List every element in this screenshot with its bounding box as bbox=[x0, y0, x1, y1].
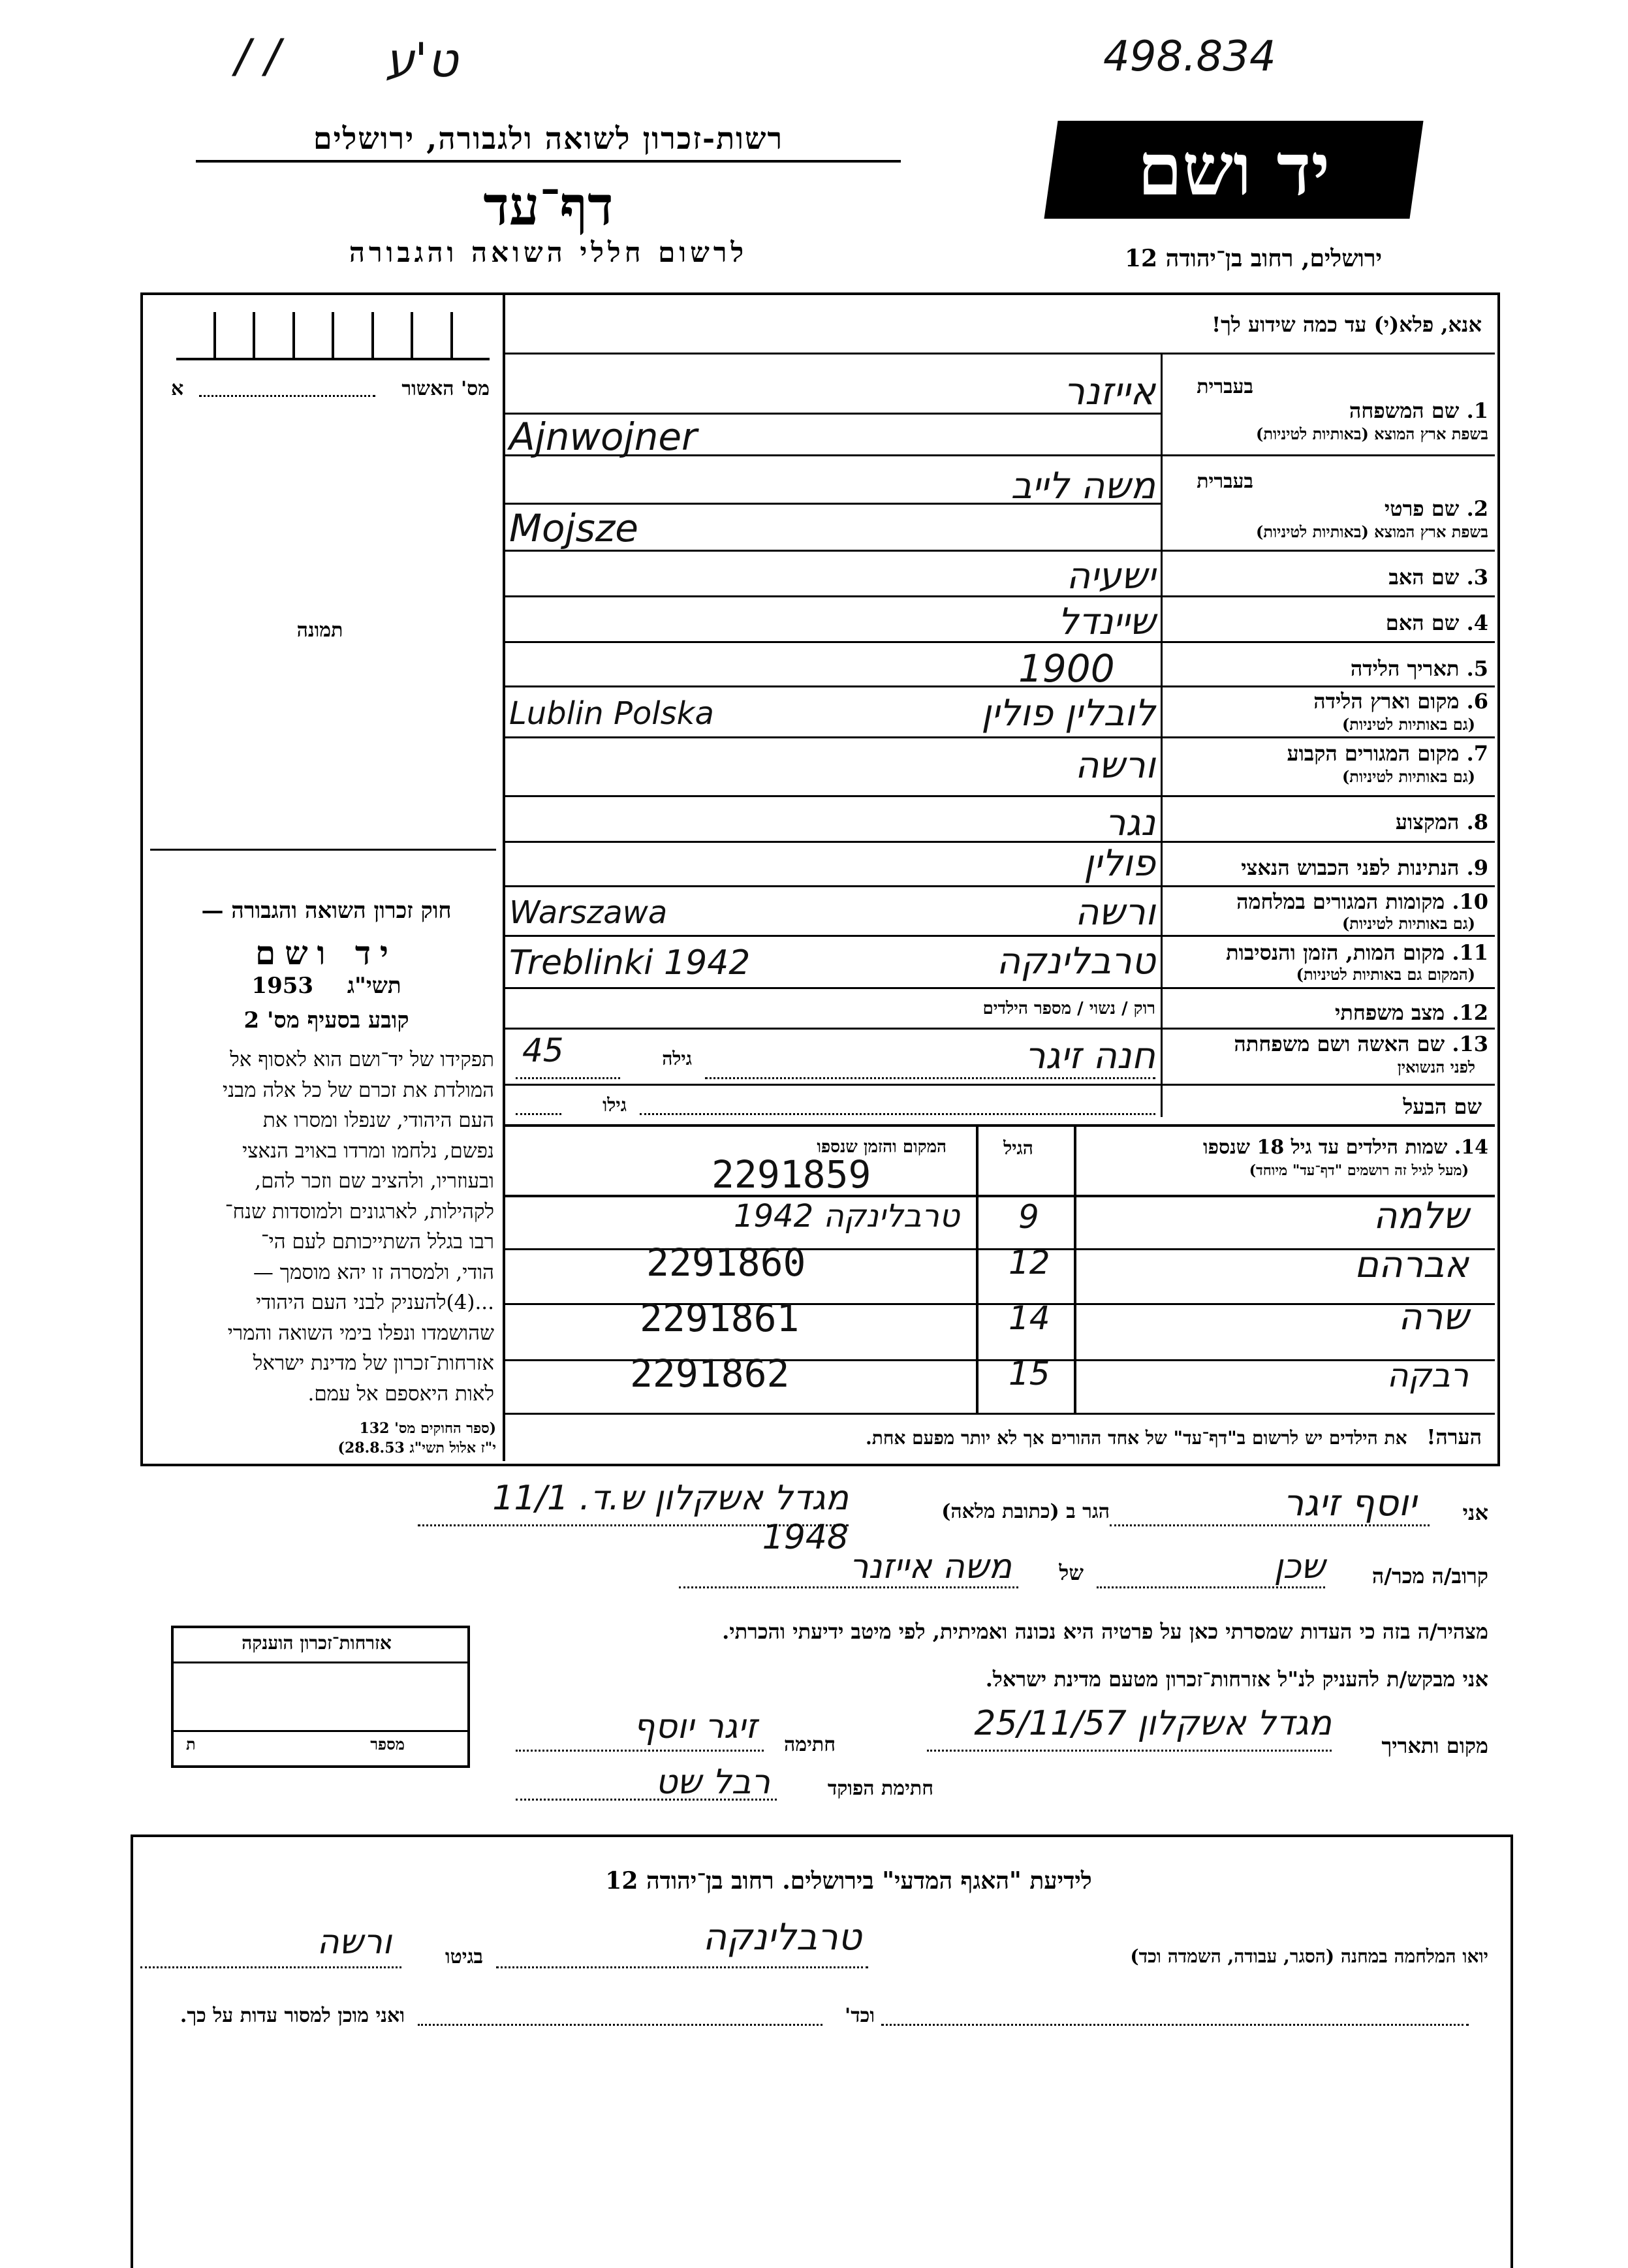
declaration-address-field[interactable] bbox=[418, 1524, 849, 1526]
children-col-age: הגיל bbox=[1003, 1137, 1033, 1159]
bottom-camp-value[interactable]: טרבלינקה bbox=[702, 1916, 862, 1959]
birth-date-value[interactable]: 1900 bbox=[1018, 646, 1115, 691]
bottom-testimony-field-2[interactable] bbox=[881, 2024, 1469, 2026]
declaration-relative-label: קרוב/ה מכר/ה bbox=[1371, 1564, 1488, 1588]
law-line: אזרחות־זכרון של מדינת ישראל bbox=[253, 1351, 494, 1375]
bottom-testimony-field-1[interactable] bbox=[418, 2024, 822, 2026]
wartime-residence-latin-value[interactable]: Warszawa bbox=[509, 894, 668, 931]
yad-vashem-logo bbox=[1044, 121, 1423, 219]
child-4-registration-number: 2291862 bbox=[630, 1351, 790, 1396]
top-handwritten-mark: / / bbox=[235, 29, 281, 83]
label-column-divider bbox=[1161, 354, 1163, 1117]
bottom-frame bbox=[131, 1835, 1513, 2268]
officer-signature-value[interactable]: רבל שט bbox=[655, 1763, 770, 1802]
approval-number-boxes bbox=[176, 312, 490, 358]
law-line: לקהילות, לארגונים ולמוסדות שנח־ bbox=[225, 1199, 494, 1223]
wife-name-dotted bbox=[705, 1077, 1155, 1079]
husband-bottom bbox=[505, 1124, 1495, 1127]
husband-label: שם הבעל bbox=[1403, 1094, 1482, 1119]
child-3-age[interactable]: 14 bbox=[1009, 1299, 1050, 1337]
row-13-label: 13. שם האשה ושם משפחתה bbox=[1234, 1032, 1488, 1056]
row-10-label: 10. מקומות המגורים במלחמה bbox=[1236, 889, 1488, 914]
declaration-statement-2: אני מבקש/ת להעניק לנ"ל אזרחות־זכרון מטעם מדינת ישראל. bbox=[985, 1667, 1488, 1692]
law-line: ובעוזריו, ולהציב שם וזכר להם, bbox=[255, 1169, 494, 1193]
child-1-registration-number: 2291859 bbox=[712, 1152, 871, 1197]
husband-age-label: גילו bbox=[603, 1094, 627, 1116]
citizenship-box-inner-line bbox=[171, 1662, 470, 1663]
bottom-ghetto-field[interactable] bbox=[140, 1966, 401, 1968]
approval-number-field[interactable] bbox=[199, 395, 375, 397]
wife-age-value[interactable]: 45 bbox=[522, 1032, 564, 1069]
nationality-value[interactable]: פולין bbox=[1084, 842, 1155, 885]
approval-number-label: מס' האשור bbox=[401, 377, 490, 400]
photo-bottom-line bbox=[150, 849, 496, 851]
row-11-bottom bbox=[505, 987, 1495, 989]
father-name-value[interactable]: ישעיה bbox=[1066, 555, 1155, 597]
place-date-label: מקום ותאריך bbox=[1381, 1733, 1488, 1758]
family-name-hebrew-value[interactable]: אייזנר bbox=[1063, 369, 1155, 413]
wartime-residence-hebrew-value[interactable]: ורשה bbox=[1074, 891, 1155, 934]
left-column-divider bbox=[503, 292, 505, 1461]
row-12-label: 12. מצב משפחתי bbox=[1335, 1000, 1488, 1025]
child-2-name[interactable]: אברהם bbox=[1354, 1244, 1469, 1286]
residence-value[interactable]: ורשה bbox=[1074, 744, 1155, 787]
mother-name-value[interactable]: שיינדל bbox=[1057, 601, 1155, 643]
law-line: הודי, ולמסרה זו יהא מוסמך — bbox=[253, 1260, 494, 1284]
approval-number-baseline bbox=[176, 358, 490, 360]
place-date-field[interactable] bbox=[927, 1750, 1332, 1752]
wife-age-label: גילה bbox=[662, 1048, 692, 1069]
declaration-i-label: אני bbox=[1462, 1500, 1488, 1525]
law-name: יד ושם bbox=[255, 934, 398, 972]
bottom-ghetto-value[interactable]: ורשה bbox=[317, 1923, 392, 1962]
officer-signature-label: חתימת הפוקד bbox=[827, 1777, 933, 1800]
declaration-statement-1: מצהיר/ה בזה כי העדות שמסרתי כאן על פרטיה היא נכונה ואמיתית, לפי מיטב ידיעתי והכרתי. bbox=[722, 1619, 1488, 1644]
child-2-age[interactable]: 12 bbox=[1009, 1244, 1050, 1282]
row-3-label: 3. שם האב bbox=[1388, 565, 1488, 590]
row-1-sub-hebrew: בעברית bbox=[1197, 375, 1253, 398]
children-col-divider-1 bbox=[1074, 1127, 1076, 1414]
signature-value[interactable]: זיגר יוסף bbox=[633, 1707, 757, 1746]
law-reference-1: (ספר החוקים מס' 132 bbox=[359, 1420, 496, 1437]
declaration-name-field[interactable] bbox=[1110, 1524, 1430, 1526]
given-name-hebrew-value[interactable]: משה לייב bbox=[1010, 465, 1155, 507]
children-note bbox=[516, 1425, 1482, 1449]
children-col-place: המקום והזמן שנספו bbox=[817, 1137, 947, 1157]
family-name-latin-value[interactable]: Ajnwojner bbox=[509, 415, 697, 459]
child-1-age[interactable]: 9 bbox=[1018, 1198, 1039, 1236]
row-13-bottom bbox=[505, 1084, 1495, 1086]
citizenship-box-number-label: מספר bbox=[370, 1735, 405, 1754]
birth-place-hebrew-value[interactable]: לובלין פולין bbox=[981, 692, 1155, 734]
given-name-latin-value[interactable]: Mojsze bbox=[509, 506, 638, 550]
law-section: קובע בסעיף מס' 2 bbox=[243, 1007, 409, 1033]
law-line: העם היהודי, שנפלו ומסרו את bbox=[262, 1109, 494, 1132]
row-10-sub: (גם באותיות לטיניות) bbox=[1341, 914, 1475, 933]
row-6-label: 6. מקום וארץ הלידה bbox=[1313, 689, 1488, 714]
row-6-bottom bbox=[505, 736, 1495, 738]
law-line: לאות היאספם אל עמם. bbox=[307, 1381, 494, 1406]
law-title: חוק זכרון השואה והגבורה — bbox=[201, 898, 452, 924]
child-4-name[interactable]: רבקה bbox=[1386, 1357, 1469, 1394]
declaration-of-label: של bbox=[1059, 1560, 1084, 1585]
declaration-of-field[interactable] bbox=[679, 1586, 1018, 1588]
child-1-name[interactable]: שלמה bbox=[1373, 1195, 1469, 1237]
law-year-number: 1953 bbox=[251, 973, 314, 999]
birth-place-latin-value[interactable]: Lublin Polska bbox=[509, 695, 714, 732]
wife-name-value[interactable]: חנה זיגר bbox=[1025, 1035, 1155, 1077]
authority-name: רשות-זכרון לשואה ולגבורה, ירושלים bbox=[313, 121, 784, 156]
wife-age-dotted bbox=[516, 1077, 620, 1079]
bottom-camp-label: יואו המלחמה במחנה (הסגר, עבודה, השמדה וכד) bbox=[1130, 1945, 1488, 1967]
declaration-name-value[interactable]: יוסף זיגר bbox=[1283, 1482, 1417, 1524]
declaration-lives-label: הגר ב (כתובת מלאה) bbox=[941, 1500, 1110, 1523]
approval-number-prefix: א bbox=[171, 377, 184, 400]
law-line: המולדת את זכרם של כל אלה מבני bbox=[222, 1078, 494, 1102]
row-9-bottom bbox=[505, 885, 1495, 887]
children-header: 14. שמות הילדים עד גיל 18 שנספו bbox=[1202, 1136, 1488, 1159]
children-col-divider-2 bbox=[976, 1127, 978, 1414]
declaration-relative-field[interactable] bbox=[1097, 1586, 1325, 1588]
intro-bottom-line bbox=[505, 353, 1495, 354]
row-6-sub: (גם באותיות לטיניות) bbox=[1341, 715, 1475, 734]
law-line: תפקידו של יד־ושם הוא לאסוף אל bbox=[230, 1048, 494, 1071]
place-date-value[interactable]: מגדל אשקלון 25/11/57 bbox=[974, 1704, 1332, 1743]
row-11-sub: (המקום גם באותיות לטיניות) bbox=[1296, 965, 1475, 984]
bottom-camp-field[interactable] bbox=[496, 1966, 868, 1968]
bottom-testimony-label: ואני מוכן למסור עדות על כך. bbox=[180, 2004, 405, 2027]
declaration-relative-value[interactable]: שכן bbox=[1274, 1547, 1325, 1586]
declaration-address-value[interactable]: מגדל אשקלון ש.ד. 11/1 1948 bbox=[492, 1479, 849, 1557]
form-title: דף־עד bbox=[483, 175, 614, 238]
header-address: ירושלים, רחוב בן־יהודה 12 bbox=[1124, 245, 1383, 272]
note-label: הערה! bbox=[1426, 1425, 1482, 1449]
row-7-label: 7. מקום המגורים הקבוע bbox=[1287, 741, 1488, 766]
death-place-latin-value[interactable]: Treblinki 1942 bbox=[509, 943, 751, 983]
row-4-label: 4. שם האם bbox=[1385, 610, 1488, 635]
child-1-place[interactable]: טרבלינקה 1942 bbox=[733, 1198, 960, 1235]
signature-field[interactable] bbox=[516, 1750, 764, 1752]
top-handwritten-code: ט'ע bbox=[385, 33, 458, 87]
citizenship-box-bottom-line bbox=[171, 1730, 470, 1732]
logo-text: יד ושם bbox=[1137, 127, 1330, 212]
officer-signature-field[interactable] bbox=[516, 1799, 777, 1801]
row-9-label: 9. הנתינות לפני הכבוש הנאצי bbox=[1241, 855, 1488, 880]
law-year bbox=[157, 973, 496, 999]
form-subtitle: לרשום חללי השואה והגבורה bbox=[349, 236, 748, 268]
husband-name-dotted[interactable] bbox=[640, 1113, 1155, 1115]
declaration-of-value[interactable]: משה אייזנר bbox=[849, 1547, 1012, 1586]
child-3-registration-number: 2291861 bbox=[640, 1296, 800, 1340]
note-text: את הילדים יש לרשום ב"דף־עד" של אחד ההורים אך לא יותר מפעם אחת. bbox=[866, 1427, 1407, 1449]
husband-age-dotted[interactable] bbox=[516, 1113, 561, 1115]
top-handwritten-number: 498.834 bbox=[1103, 33, 1276, 81]
children-subheader: (מעל לגיל זה רושמים "דף־עד" מיוחד) bbox=[1249, 1162, 1469, 1179]
bottom-notice: לידיעת "האגף המדעי" בירושלים. רחוב בן־יהודה 12 bbox=[605, 1867, 1092, 1895]
child-4-age[interactable]: 15 bbox=[1009, 1355, 1050, 1393]
row-1-label: 1. שם המשפחה bbox=[1349, 398, 1488, 423]
marital-status-inline-label: רוק / נשוי / מספר הילדים bbox=[982, 999, 1155, 1018]
citizenship-box-title: אזרחות־זכרון הוענקה bbox=[242, 1632, 392, 1654]
law-reference-2: י"ז אלול תשי"ג 28.8.53) bbox=[337, 1440, 496, 1457]
row-13-sub: לפני הנשואין bbox=[1397, 1058, 1475, 1077]
bottom-etc-label: וכד' bbox=[845, 2004, 875, 2027]
law-line: נפשם, נלחמו ומרדו באויב הנאצי bbox=[242, 1139, 494, 1163]
bottom-ghetto-label: בגיטו bbox=[445, 1945, 483, 1968]
authority-underline bbox=[196, 160, 901, 163]
row-7-bottom bbox=[505, 795, 1495, 797]
death-place-hebrew-value[interactable]: טרבלינקה bbox=[996, 940, 1155, 983]
row-11-label: 11. מקום המות, הזמן והנסיבות bbox=[1226, 940, 1488, 965]
row-5-label: 5. תאריך הלידה bbox=[1350, 656, 1488, 681]
law-line: רבו בגלל השתייכותם לעם הי־ bbox=[260, 1230, 494, 1253]
law-text bbox=[151, 1045, 494, 1409]
row-8-label: 8. המקצוע bbox=[1395, 810, 1488, 834]
row-10-bottom bbox=[505, 935, 1495, 937]
child-4-bottom bbox=[505, 1413, 1495, 1415]
row-2-sub-hebrew: בעברית bbox=[1197, 470, 1253, 493]
row-2-sub-latin: בשפת ארץ המוצא (באותיות לטיניות) bbox=[1256, 522, 1488, 541]
child-2-registration-number: 2291860 bbox=[646, 1240, 806, 1285]
child-3-name[interactable]: שרה bbox=[1398, 1296, 1469, 1338]
row-12-bottom bbox=[505, 1028, 1495, 1030]
law-line: ...(4)להעניק לבני העם היהודי bbox=[256, 1291, 494, 1314]
row-2-label: 2. שם פרטי bbox=[1384, 496, 1488, 521]
profession-value[interactable]: נגר bbox=[1104, 802, 1155, 844]
law-line: שהושמדו ונפלו בימי השואה והמרי bbox=[227, 1321, 494, 1345]
row-7-sub: (גם באותיות לטיניות) bbox=[1341, 767, 1475, 786]
signature-label: חתימה bbox=[784, 1733, 836, 1756]
photo-label: תמונה bbox=[296, 619, 343, 642]
row-1-sub-latin: בשפת ארץ המוצא (באותיות לטיניות) bbox=[1256, 424, 1488, 443]
form-intro: אנא, פלא(י) עד כמה שידוע לך! bbox=[1212, 312, 1482, 337]
citizenship-box-number-prefix: ת bbox=[186, 1735, 196, 1754]
law-year-hebrew: תשי"ג bbox=[347, 973, 401, 999]
row-5-bottom bbox=[505, 685, 1495, 687]
